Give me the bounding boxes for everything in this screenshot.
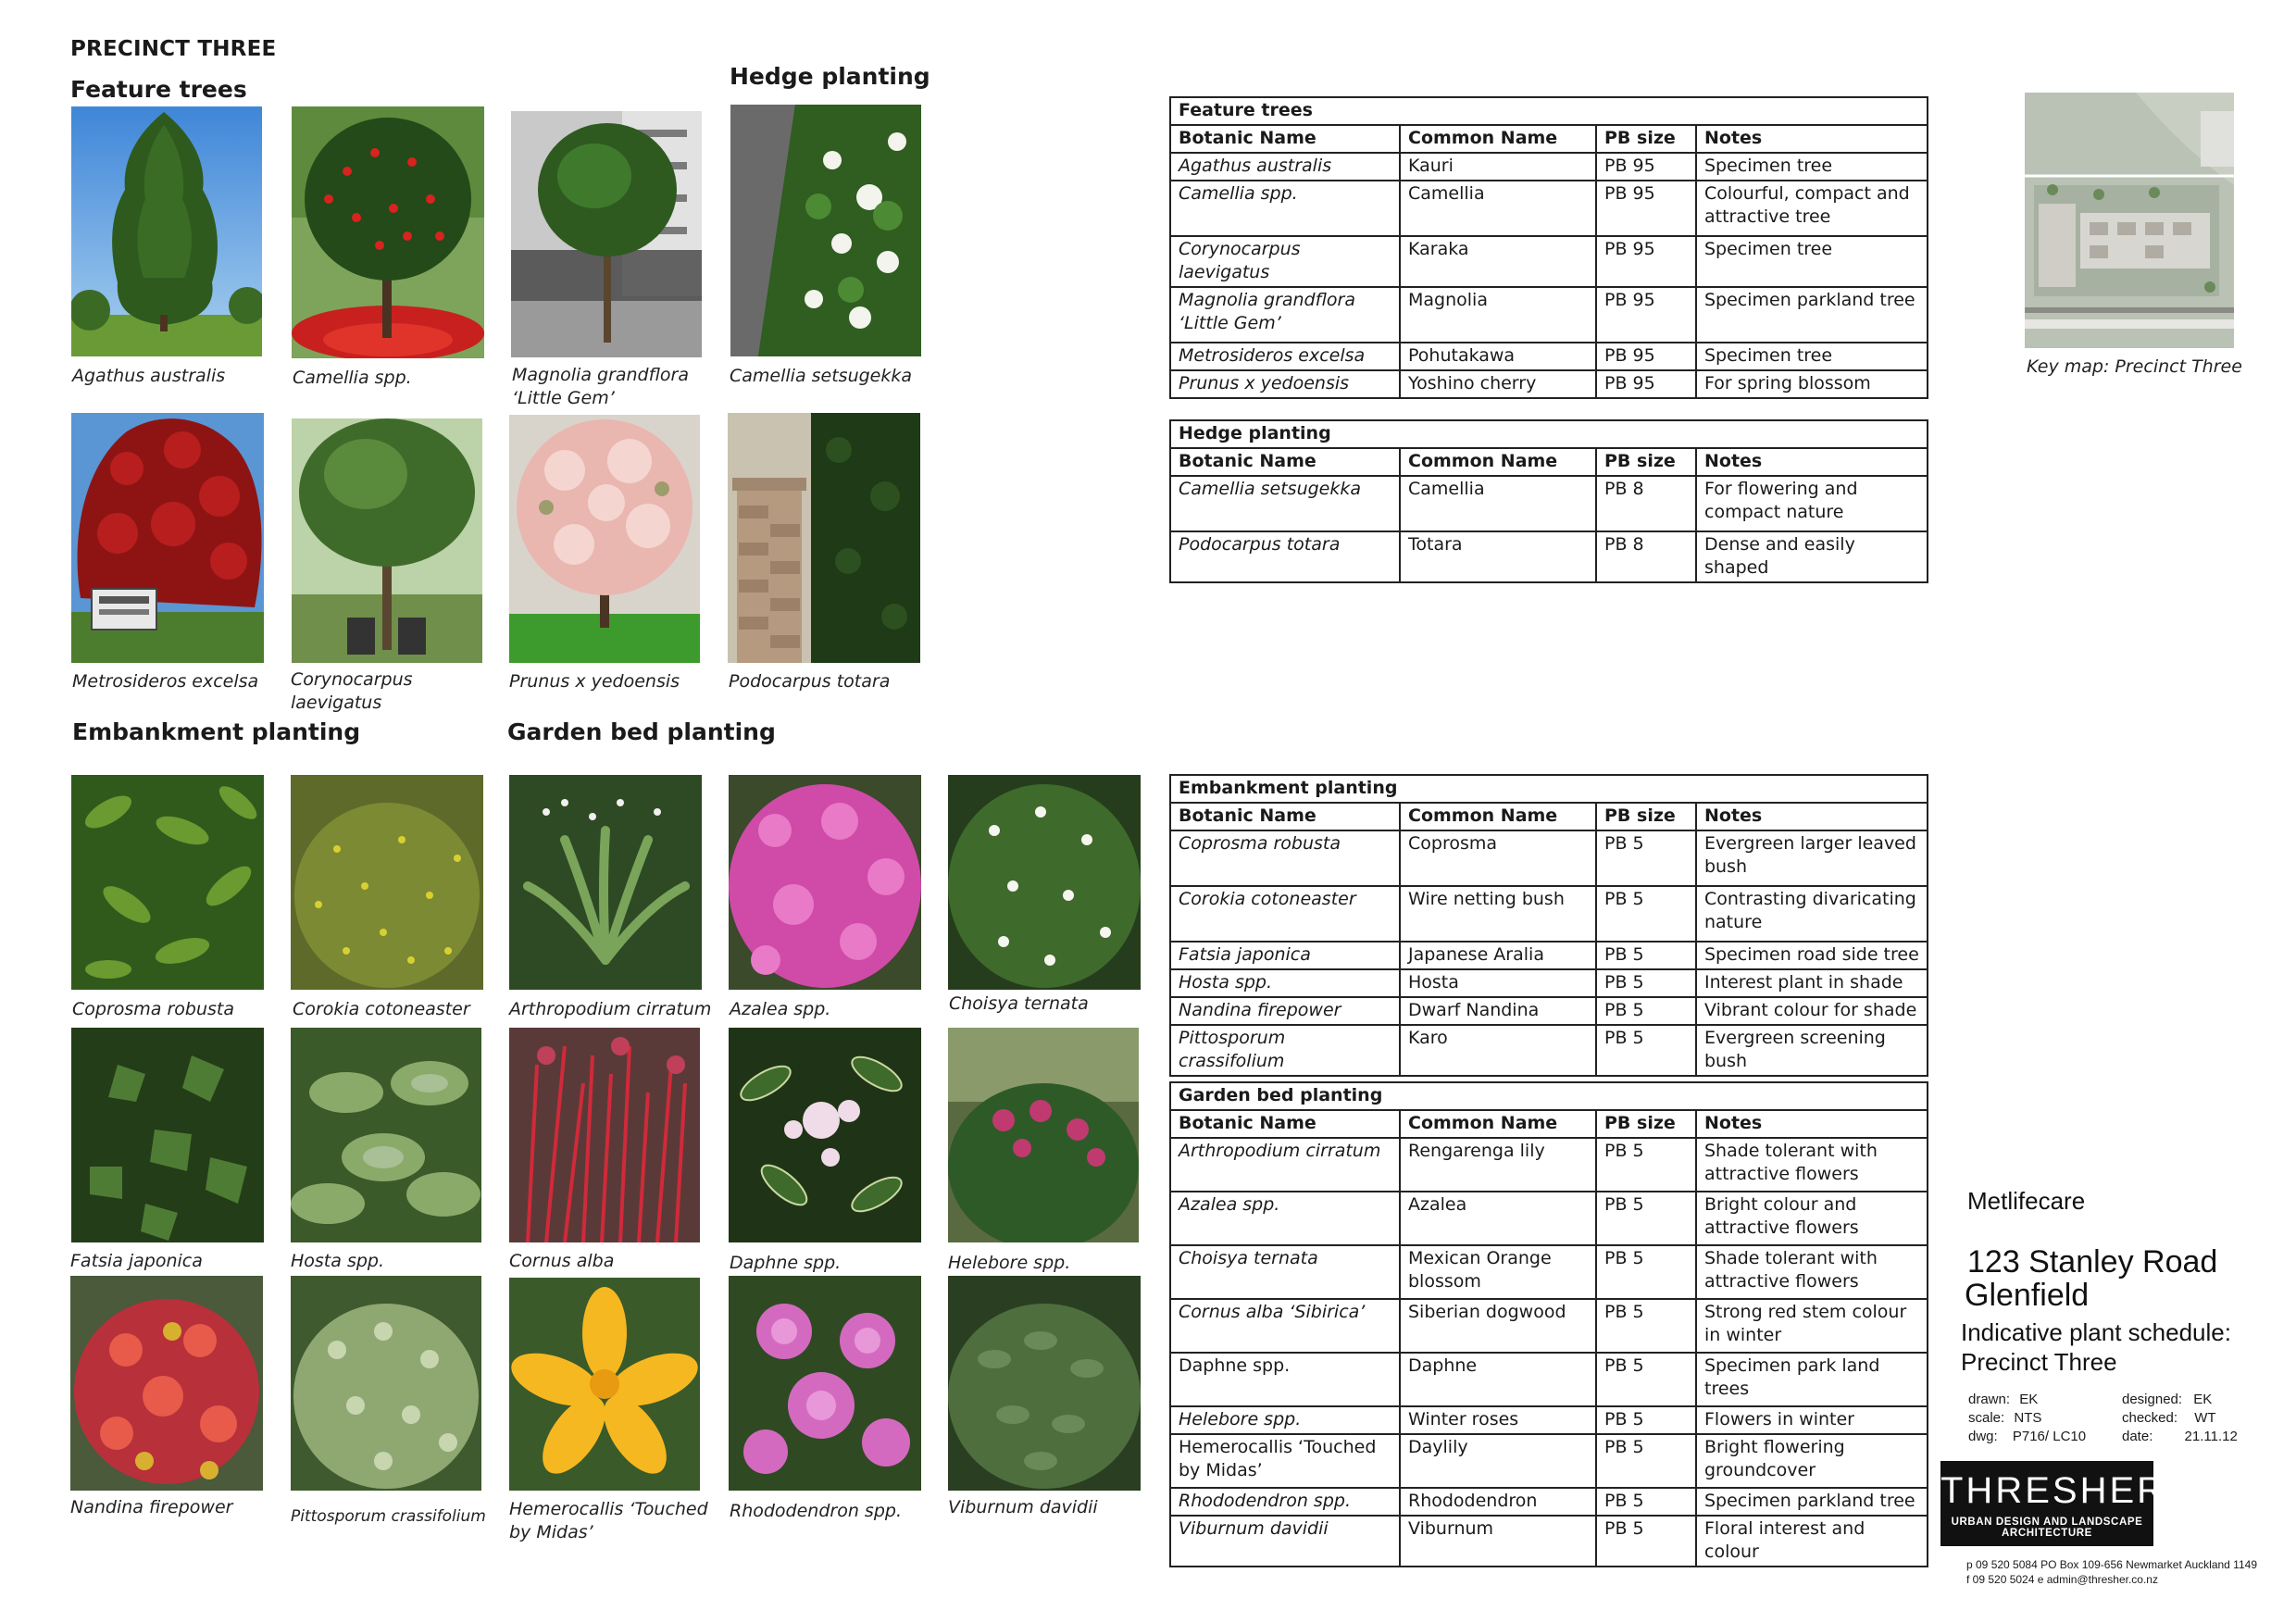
meta-scale-value: NTS [2014, 1410, 2042, 1426]
table-row [1170, 997, 1928, 1025]
cell-botanic: Corynocarpus laevigatus [1170, 236, 1400, 287]
section-heading-feature-trees: Feature trees [70, 76, 247, 103]
meta-dwg-label: dwg: [1968, 1429, 1998, 1444]
photo-agathus-australis [71, 106, 262, 356]
photo-hemerocallis [509, 1278, 700, 1491]
photo-viburnum-davidii [948, 1276, 1141, 1491]
caption-cornus-alba: Cornus alba [509, 1251, 615, 1271]
cell-botanic: Viburnum davidii [1170, 1516, 1400, 1567]
logo-wordmark: THRESHER [1940, 1470, 2167, 1511]
table-row [1170, 370, 1928, 398]
meta-designed-label: designed: [2122, 1392, 2183, 1407]
table-feature-trees [1169, 96, 1928, 399]
cell-pb-size: PB 5 [1596, 886, 1696, 942]
table-embankment-planting [1169, 774, 1928, 1077]
col-header-notes: Notes [1696, 803, 1928, 830]
cell-notes: Contrasting divaricating nature [1696, 886, 1928, 942]
cell-botanic: Pittosporum crassifolium [1170, 1025, 1400, 1076]
cell-common: Rengarenga lily [1400, 1138, 1596, 1192]
cell-notes: Bright flowering groundcover [1696, 1434, 1928, 1488]
col-header-pb-size: PB size [1596, 125, 1696, 153]
cell-common: Camellia [1400, 476, 1596, 531]
meta-scale [1968, 1409, 2041, 1428]
table-row [1170, 476, 1928, 531]
caption-arthropodium-cirratum: Arthropodium cirratum [509, 999, 712, 1019]
col-header-botanic: Botanic Name [1170, 448, 1400, 476]
photo-corokia-cotoneaster [291, 775, 483, 990]
cell-common: Siberian dogwood [1400, 1299, 1596, 1353]
caption-camellia-spp: Camellia spp. [293, 368, 412, 388]
cell-botanic: Corokia cotoneaster [1170, 886, 1400, 942]
cell-notes: Floral interest and colour [1696, 1516, 1928, 1567]
cell-pb-size: PB 95 [1596, 370, 1696, 398]
cell-notes: For spring blossom [1696, 370, 1928, 398]
cell-pb-size: PB 95 [1596, 181, 1696, 236]
photo-camellia-spp [292, 106, 484, 358]
cell-pb-size: PB 5 [1596, 1488, 1696, 1516]
cell-botanic: Hosta spp. [1170, 969, 1400, 997]
table-row [1170, 830, 1928, 886]
photo-magnolia-grandflora [511, 111, 702, 357]
cell-botanic: Fatsia japonica [1170, 942, 1400, 969]
photo-nandina-firepower [70, 1276, 263, 1491]
cell-pb-size: PB 5 [1596, 1025, 1696, 1076]
table-row [1170, 886, 1928, 942]
meta-date-value: 21.11.12 [2184, 1429, 2238, 1444]
cell-common: Daphne [1400, 1353, 1596, 1406]
table-title: Feature trees [1170, 97, 1928, 125]
cell-pb-size: PB 5 [1596, 1516, 1696, 1567]
cell-common: Viburnum [1400, 1516, 1596, 1567]
cell-common: Yoshino cherry [1400, 370, 1596, 398]
cell-botanic: Helebore spp. [1170, 1406, 1400, 1434]
col-header-pb-size: PB size [1596, 803, 1696, 830]
cell-botanic: Magnolia grandflora ‘Little Gem’ [1170, 287, 1400, 343]
drawing-title-line2: Precinct Three [1961, 1348, 2117, 1376]
thresher-logo [1940, 1461, 2167, 1546]
cell-pb-size: PB 5 [1596, 1434, 1696, 1488]
cell-common: Karaka [1400, 236, 1596, 287]
cell-botanic: Metrosideros excelsa [1170, 343, 1400, 370]
project-address-line2: Glenfield [1965, 1278, 2090, 1313]
cell-botanic: Hemerocallis ‘Touched by Midas’ [1170, 1434, 1400, 1488]
cell-common: Rhododendron [1400, 1488, 1596, 1516]
meta-drawn-value: EK [2019, 1392, 2039, 1407]
meta-checked-label: checked: [2122, 1410, 2178, 1426]
cell-common: Karo [1400, 1025, 1596, 1076]
col-header-botanic: Botanic Name [1170, 125, 1400, 153]
contact-line-2: f 09 520 5024 e admin@thresher.co.nz [1966, 1573, 2158, 1586]
table-row [1170, 531, 1928, 582]
logo-tagline: URBAN DESIGN AND LANDSCAPE ARCHITECTURE [1951, 1517, 2143, 1539]
photo-pittosporum-crassifolium [291, 1276, 481, 1491]
cell-pb-size: PB 5 [1596, 1192, 1696, 1245]
table-row [1170, 153, 1928, 181]
caption-viburnum-davidii: Viburnum davidii [948, 1497, 1098, 1517]
cell-pb-size: PB 95 [1596, 343, 1696, 370]
table-row [1170, 1353, 1928, 1406]
photo-metrosideros-excelsa [71, 413, 264, 663]
cell-common: Dwarf Nandina [1400, 997, 1596, 1025]
cell-botanic: Rhododendron spp. [1170, 1488, 1400, 1516]
caption-corokia-cotoneaster: Corokia cotoneaster [293, 999, 470, 1019]
caption-choisya-ternata: Choisya ternata [949, 993, 1089, 1014]
table-hedge-planting [1169, 419, 1928, 583]
col-header-botanic: Botanic Name [1170, 803, 1400, 830]
cell-pb-size: PB 95 [1596, 287, 1696, 343]
cell-common: Totara [1400, 531, 1596, 582]
caption-camellia-setsugekka: Camellia setsugekka [730, 366, 913, 386]
table-row [1170, 1488, 1928, 1516]
cell-pb-size: PB 5 [1596, 969, 1696, 997]
meta-date-label: date: [2122, 1429, 2153, 1444]
photo-helebore-spp [948, 1028, 1139, 1242]
cell-common: Wire netting bush [1400, 886, 1596, 942]
cell-common: Pohutakawa [1400, 343, 1596, 370]
cell-notes: For flowering and compact nature [1696, 476, 1928, 531]
meta-drawn-label: drawn: [1968, 1392, 2011, 1407]
cell-common: Coprosma [1400, 830, 1596, 886]
cell-common: Winter roses [1400, 1406, 1596, 1434]
cell-notes: Specimen tree [1696, 343, 1928, 370]
meta-designed [2122, 1391, 2212, 1409]
client-name: Metlifecare [1967, 1187, 2086, 1215]
cell-common: Japanese Aralia [1400, 942, 1596, 969]
table-title: Garden bed planting [1170, 1082, 1928, 1110]
cell-botanic: Camellia setsugekka [1170, 476, 1400, 531]
col-header-common: Common Name [1400, 1110, 1596, 1138]
contact-line-1: p 09 520 5084 PO Box 109-656 Newmarket Auckland 1149 [1966, 1558, 2257, 1571]
photo-prunus-yedoensis [509, 415, 700, 663]
caption-agathus-australis: Agathus australis [72, 366, 226, 386]
photo-rhododendron-spp [729, 1276, 921, 1491]
cell-pb-size: PB 5 [1596, 1406, 1696, 1434]
table-row [1170, 236, 1928, 287]
table-row [1170, 942, 1928, 969]
col-header-pb-size: PB size [1596, 448, 1696, 476]
cell-pb-size: PB 5 [1596, 1138, 1696, 1192]
caption-magnolia-grandflora: Magnolia grandflora ‘Little Gem’ [512, 365, 689, 408]
col-header-notes: Notes [1696, 1110, 1928, 1138]
cell-notes: Vibrant colour for shade [1696, 997, 1928, 1025]
photo-podocarpus-totara [728, 413, 920, 663]
caption-prunus-yedoensis: Prunus x yedoensis [509, 671, 680, 692]
cell-notes: Specimen road side tree [1696, 942, 1928, 969]
section-heading-garden-bed-planting: Garden bed planting [507, 718, 776, 745]
cell-common: Azalea [1400, 1192, 1596, 1245]
cell-common: Daylily [1400, 1434, 1596, 1488]
col-header-pb-size: PB size [1596, 1110, 1696, 1138]
table-row [1170, 1192, 1928, 1245]
table-row [1170, 1138, 1928, 1192]
cell-pb-size: PB 95 [1596, 236, 1696, 287]
col-header-notes: Notes [1696, 448, 1928, 476]
cell-notes: Specimen tree [1696, 153, 1928, 181]
section-heading-embankment-planting: Embankment planting [72, 718, 361, 745]
col-header-notes: Notes [1696, 125, 1928, 153]
table-row [1170, 287, 1928, 343]
cell-common: Hosta [1400, 969, 1596, 997]
table-garden-bed-planting [1169, 1081, 1928, 1567]
cell-notes: Specimen tree [1696, 236, 1928, 287]
photo-cornus-alba [509, 1028, 700, 1242]
caption-fatsia-japonica: Fatsia japonica [70, 1251, 203, 1271]
table-row [1170, 1406, 1928, 1434]
meta-designed-value: EK [2193, 1392, 2213, 1407]
cell-botanic: Coprosma robusta [1170, 830, 1400, 886]
meta-date [2122, 1428, 2238, 1446]
meta-drawn [1968, 1391, 2038, 1409]
meta-dwg-value: P716/ LC10 [2012, 1429, 2087, 1444]
drawing-title-line1: Indicative plant schedule: [1961, 1318, 2231, 1346]
photo-choisya-ternata [948, 775, 1141, 990]
photo-arthropodium-cirratum [509, 775, 702, 990]
table-row [1170, 1245, 1928, 1299]
table-title: Hedge planting [1170, 420, 1928, 448]
cell-notes: Shade tolerant with attractive flowers [1696, 1138, 1928, 1192]
caption-hosta-spp: Hosta spp. [291, 1251, 385, 1271]
caption-helebore-spp: Helebore spp. [948, 1253, 1071, 1273]
cell-pb-size: PB 5 [1596, 1245, 1696, 1299]
table-row [1170, 181, 1928, 236]
cell-notes: Evergreen larger leaved bush [1696, 830, 1928, 886]
cell-botanic: Daphne spp. [1170, 1353, 1400, 1406]
table-row [1170, 1516, 1928, 1567]
table-row [1170, 343, 1928, 370]
table-title: Embankment planting [1170, 775, 1928, 803]
cell-botanic: Choisya ternata [1170, 1245, 1400, 1299]
key-map-image [2025, 93, 2234, 348]
cell-common: Magnolia [1400, 287, 1596, 343]
cell-notes: Shade tolerant with attractive flowers [1696, 1245, 1928, 1299]
cell-common: Camellia [1400, 181, 1596, 236]
caption-hemerocallis: Hemerocallis ‘Touched by Midas’ [509, 1499, 708, 1542]
cell-botanic: Cornus alba ‘Sibirica’ [1170, 1299, 1400, 1353]
cell-notes: Bright colour and attractive flowers [1696, 1192, 1928, 1245]
col-header-common: Common Name [1400, 125, 1596, 153]
cell-notes: Interest plant in shade [1696, 969, 1928, 997]
cell-notes: Strong red stem colour in winter [1696, 1299, 1928, 1353]
photo-azalea-spp [729, 775, 921, 990]
cell-notes: Flowers in winter [1696, 1406, 1928, 1434]
photo-coprosma-robusta [71, 775, 264, 990]
cell-botanic: Prunus x yedoensis [1170, 370, 1400, 398]
caption-metrosideros-excelsa: Metrosideros excelsa [72, 671, 259, 692]
cell-pb-size: PB 8 [1596, 531, 1696, 582]
meta-scale-label: scale: [1968, 1410, 2005, 1426]
section-heading-hedge-planting: Hedge planting [730, 63, 930, 90]
col-header-common: Common Name [1400, 448, 1596, 476]
cell-botanic: Agathus australis [1170, 153, 1400, 181]
cell-notes: Specimen park land trees [1696, 1353, 1928, 1406]
key-map-caption: Key map: Precinct Three [2027, 356, 2242, 377]
cell-pb-size: PB 5 [1596, 942, 1696, 969]
meta-checked [2122, 1409, 2216, 1428]
caption-rhododendron-spp: Rhododendron spp. [730, 1501, 902, 1521]
caption-daphne-spp: Daphne spp. [730, 1253, 842, 1273]
cell-botanic: Arthropodium cirratum [1170, 1138, 1400, 1192]
cell-pb-size: PB 5 [1596, 997, 1696, 1025]
photo-corynocarpus-laevigatus [292, 418, 482, 663]
caption-coprosma-robusta: Coprosma robusta [72, 999, 235, 1019]
cell-notes: Specimen parkland tree [1696, 1488, 1928, 1516]
cell-common: Kauri [1400, 153, 1596, 181]
cell-notes: Dense and easily shaped [1696, 531, 1928, 582]
cell-notes: Evergreen screening bush [1696, 1025, 1928, 1076]
project-address-line1: 123 Stanley Road [1967, 1244, 2218, 1280]
cell-common: Mexican Orange blossom [1400, 1245, 1596, 1299]
cell-botanic: Podocarpus totara [1170, 531, 1400, 582]
col-header-common: Common Name [1400, 803, 1596, 830]
cell-botanic: Nandina firepower [1170, 997, 1400, 1025]
cell-pb-size: PB 5 [1596, 1299, 1696, 1353]
cell-notes: Colourful, compact and attractive tree [1696, 181, 1928, 236]
caption-azalea-spp: Azalea spp. [730, 999, 831, 1019]
photo-daphne-spp [729, 1028, 921, 1242]
table-row [1170, 1025, 1928, 1076]
photo-hosta-spp [291, 1028, 481, 1242]
caption-nandina-firepower: Nandina firepower [70, 1497, 233, 1517]
caption-podocarpus-totara: Podocarpus totara [729, 671, 891, 692]
cell-pb-size: PB 5 [1596, 830, 1696, 886]
meta-checked-value: WT [2194, 1410, 2216, 1426]
meta-dwg [1968, 1428, 2086, 1446]
cell-botanic: Azalea spp. [1170, 1192, 1400, 1245]
page-title: PRECINCT THREE [70, 37, 277, 61]
col-header-botanic: Botanic Name [1170, 1110, 1400, 1138]
cell-botanic: Camellia spp. [1170, 181, 1400, 236]
photo-camellia-setsugekka [730, 105, 921, 356]
photo-fatsia-japonica [71, 1028, 264, 1242]
table-row [1170, 1434, 1928, 1488]
cell-pb-size: PB 5 [1596, 1353, 1696, 1406]
cell-pb-size: PB 95 [1596, 153, 1696, 181]
cell-notes: Specimen parkland tree [1696, 287, 1928, 343]
caption-pittosporum-crassifolium: Pittosporum crassifolium [291, 1507, 486, 1526]
table-row [1170, 1299, 1928, 1353]
caption-corynocarpus-laevigatus: Corynocarpus laevigatus [291, 669, 413, 713]
cell-pb-size: PB 8 [1596, 476, 1696, 531]
table-row [1170, 969, 1928, 997]
